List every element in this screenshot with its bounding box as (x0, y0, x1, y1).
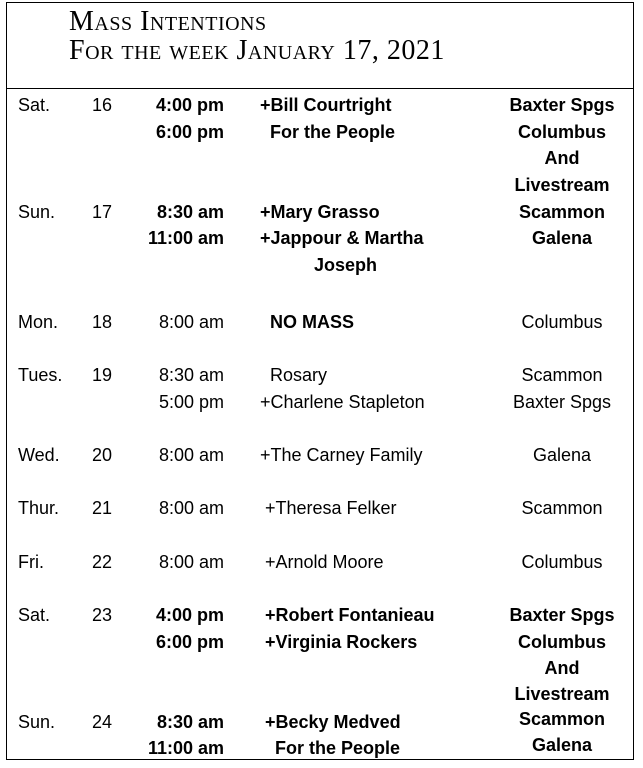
day-label: Fri. (18, 552, 44, 572)
day-label: Thur. (18, 498, 60, 518)
intention: +Mary Grasso (260, 202, 380, 222)
location: Scammon (521, 365, 603, 385)
date-number: 16 (92, 95, 113, 115)
mass-time: 4:00 pm (155, 605, 224, 625)
date-number: 22 (92, 552, 113, 572)
intention: For the People (275, 738, 401, 758)
day-label: Sun. (18, 712, 56, 732)
location: And (544, 148, 580, 168)
intention: +Jappour & Martha (260, 228, 424, 248)
mass-time: 11:00 am (147, 738, 224, 758)
date-number: 20 (92, 445, 113, 465)
intention: +Arnold Moore (265, 552, 384, 572)
location: Livestream (514, 684, 610, 704)
day-label: Wed. (18, 445, 60, 465)
location: Scammon (518, 709, 606, 729)
location: Baxter Spgs (509, 95, 615, 115)
day-label: Mon. (18, 312, 59, 332)
location: Scammon (521, 498, 603, 518)
day-label: Sat. (18, 95, 51, 115)
location: Columbus (518, 632, 606, 652)
day-label: Tues. (18, 365, 63, 385)
intention: +The Carney Family (260, 445, 423, 465)
schedule-frame (6, 2, 634, 760)
intention: Joseph (314, 255, 378, 275)
mass-time: 8:00 am (158, 552, 224, 572)
date-number: 19 (92, 365, 113, 385)
intention: Rosary (270, 365, 328, 385)
intention: +Charlene Stapleton (260, 392, 425, 412)
day-label: Sun. (18, 202, 56, 222)
location: Columbus (521, 312, 603, 332)
mass-time: 8:30 am (158, 365, 224, 385)
location: Galena (531, 228, 593, 248)
mass-time: 8:00 am (158, 312, 224, 332)
location: And (544, 658, 580, 678)
mass-time: 4:00 pm (155, 95, 224, 115)
mass-time: 8:30 am (156, 712, 224, 732)
mass-time: 6:00 pm (155, 122, 224, 142)
intention: +Becky Medved (265, 712, 401, 732)
intention: NO MASS (270, 312, 355, 332)
mass-time: 8:30 am (156, 202, 224, 222)
mass-time: 11:00 am (147, 228, 224, 248)
date-number: 24 (92, 712, 113, 732)
intention: +Bill Courtright (260, 95, 392, 115)
intention: +Robert Fontanieau (265, 605, 435, 625)
location: Baxter Spgs (512, 392, 612, 412)
mass-time: 6:00 pm (155, 632, 224, 652)
date-number: 23 (92, 605, 113, 625)
title-line-2: For the week January 17, 2021 (69, 35, 445, 66)
date-number: 17 (92, 202, 113, 222)
mass-time: 5:00 pm (158, 392, 224, 412)
location: Livestream (514, 175, 610, 195)
location: Scammon (518, 202, 606, 222)
location: Columbus (518, 122, 606, 142)
date-number: 21 (92, 498, 113, 518)
location: Galena (531, 735, 593, 755)
mass-time: 8:00 am (158, 498, 224, 518)
schedule-header (7, 3, 633, 89)
day-label: Sat. (18, 605, 51, 625)
location: Baxter Spgs (509, 605, 615, 625)
location: Columbus (521, 552, 603, 572)
mass-time: 8:00 am (158, 445, 224, 465)
intention: For the People (270, 122, 396, 142)
date-number: 18 (92, 312, 113, 332)
intention: +Theresa Felker (265, 498, 397, 518)
title-line-1: Mass Intentions (69, 6, 267, 37)
location: Galena (532, 445, 592, 465)
intention: +Virginia Rockers (265, 632, 418, 652)
